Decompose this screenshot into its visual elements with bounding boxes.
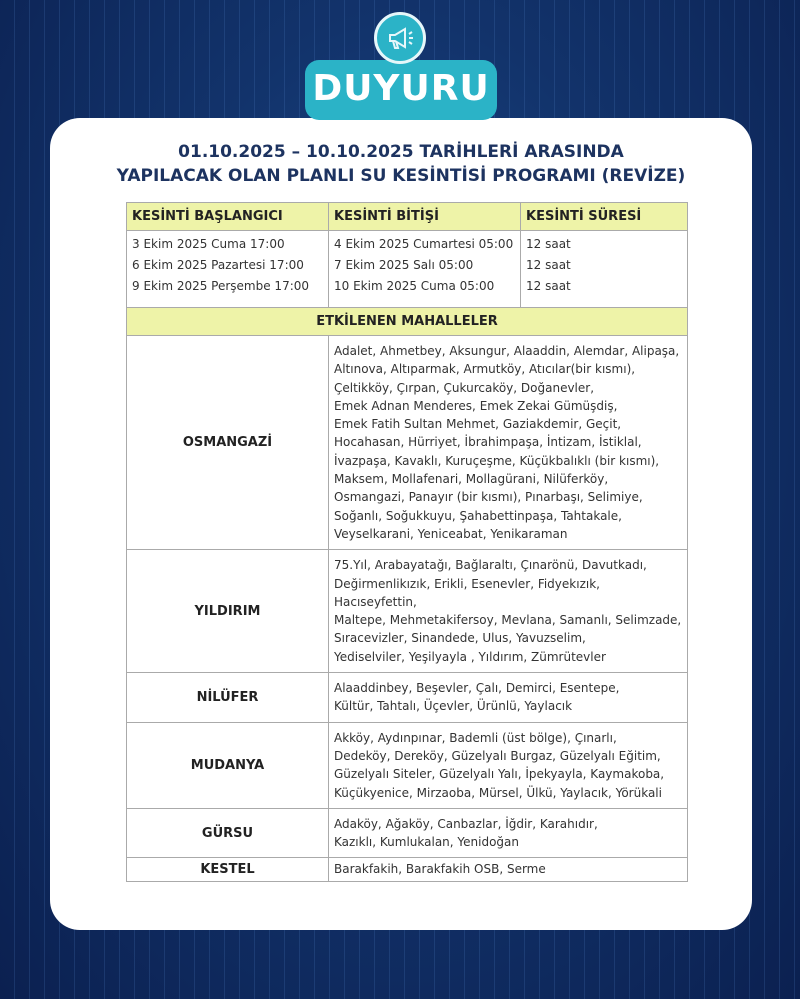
district-row — [127, 858, 688, 881]
neighborhood-line: Barakfakih, Barakfakih OSB, Serme — [334, 862, 546, 877]
district-row — [127, 550, 688, 673]
neighborhood-line: Sıracevizler, Sinandede, Ulus, Yavuzselim, — [334, 631, 586, 646]
district-name: KESTEL — [127, 858, 329, 881]
table-header-row — [127, 203, 688, 231]
end-time: 4 Ekim 2025 Cumartesi 05:00 — [334, 237, 514, 251]
start-cell — [127, 231, 329, 308]
district-name: GÜRSU — [127, 808, 329, 858]
neighborhoods-cell — [329, 550, 688, 673]
end-time: 10 Ekim 2025 Cuma 05:00 — [334, 279, 495, 293]
neighborhood-line: Akköy, Aydınpınar, Bademli (üst bölge), Çınarlı, — [334, 730, 617, 745]
district-name: MUDANYA — [127, 722, 329, 808]
neighborhoods-cell — [329, 336, 688, 550]
neighborhood-line: Hocahasan, Hürriyet, İbrahimpaşa, İntizam, İstiklal, — [334, 435, 642, 450]
duration: 12 saat — [526, 237, 571, 251]
header-start: KESİNTİ BAŞLANGICI — [127, 203, 329, 231]
affected-header-row — [127, 308, 688, 336]
affected-header: ETKİLENEN MAHALLELER — [127, 308, 688, 336]
neighborhood-line: Maksem, Mollafenari, Mollagürani, Nilüferköy, — [334, 472, 609, 487]
neighborhood-line: Değirmenlikızık, Erikli, Esenevler, Fidyekızık, Hacıseyfettin, — [334, 576, 600, 609]
neighborhoods-cell — [329, 858, 688, 881]
neighborhood-line: Küçükyenice, Mirzaoba, Mürsel, Ülkü, Yaylacık, Yörükali — [334, 785, 662, 800]
start-time: 3 Ekim 2025 Cuma 17:00 — [132, 237, 285, 251]
start-time: 9 Ekim 2025 Perşembe 17:00 — [132, 279, 310, 293]
neighborhood-line: Emek Fatih Sultan Mehmet, Gaziakdemir, Geçit, — [334, 417, 622, 432]
neighborhood-line: Güzelyalı Siteler, Güzelyalı Yalı, İpekyayla, Kaymakoba, — [334, 767, 665, 782]
neighborhood-line: Emek Adnan Menderes, Emek Zekai Gümüşdiş, — [334, 398, 618, 413]
neighborhood-line: Kazıklı, Kumlukalan, Yenidoğan — [334, 835, 520, 850]
neighborhood-line: Alaaddinbey, Beşevler, Çalı, Demirci, Esentepe, — [334, 681, 620, 696]
district-row — [127, 722, 688, 808]
neighborhood-line: Soğanlı, Soğukkuyu, Şahabettinpaşa, Tahtakale, — [334, 508, 622, 523]
neighborhoods-cell — [329, 808, 688, 858]
district-name: OSMANGAZİ — [127, 336, 329, 550]
duration-cell — [521, 231, 688, 308]
neighborhoods-cell — [329, 722, 688, 808]
duration: 12 saat — [526, 258, 571, 272]
header-end: KESİNTİ BİTİŞİ — [329, 203, 521, 231]
end-time: 7 Ekim 2025 Salı 05:00 — [334, 258, 474, 272]
neighborhood-line: Adalet, Ahmetbey, Aksungur, Alaaddin, Alemdar, Alipaşa, — [334, 344, 680, 358]
megaphone-icon — [374, 12, 426, 64]
neighborhoods-cell — [329, 673, 688, 723]
neighborhood-line: Osmangazi, Panayır (bir kısmı), Pınarbaşı, Selimiye, — [334, 490, 643, 505]
schedule-row — [127, 231, 688, 308]
start-time: 6 Ekim 2025 Pazartesi 17:00 — [132, 258, 304, 272]
neighborhood-line: Kültür, Tahtalı, Üçevler, Ürünlü, Yaylacık — [334, 699, 573, 714]
neighborhood-line: Yediselviler, Yeşilyayla , Yıldırım, Zümrütevler — [334, 649, 606, 664]
neighborhood-line: İvazpaşa, Kavaklı, Kuruçeşme, Küçükbalıklı (bir kısmı), — [334, 453, 660, 468]
duration: 12 saat — [526, 279, 571, 293]
neighborhood-line: Dedeköy, Dereköy, Güzelyalı Burgaz, Güzelyalı Eğitim, — [334, 748, 661, 763]
header-duration: KESİNTİ SÜRESİ — [521, 203, 688, 231]
title-line-1: 01.10.2025 – 10.10.2025 TARİHLERİ ARASINDA — [178, 142, 624, 162]
neighborhood-line: Veyselkarani, Yeniceabat, Yenikaraman — [334, 526, 568, 541]
title-line-2: YAPILACAK OLAN PLANLI SU KESİNTİSİ PROGRAMI (REVİZE) — [116, 166, 686, 186]
outage-table — [126, 202, 688, 882]
district-row — [127, 808, 688, 858]
page-title — [50, 140, 752, 188]
end-cell — [329, 231, 521, 308]
district-name: YILDIRIM — [127, 550, 329, 673]
neighborhood-line: Çeltikköy, Çırpan, Çukurcaköy, Doğanevler, — [334, 380, 595, 395]
neighborhood-line: 75.Yıl, Arabayatağı, Bağlaraltı, Çınarönü, Davutkadı, — [334, 558, 647, 573]
announcement-badge: DUYURU — [305, 60, 497, 120]
neighborhood-line: Altınova, Altıparmak, Armutköy, Atıcılar(bir kısmı), — [334, 362, 636, 377]
district-row — [127, 673, 688, 723]
district-row — [127, 336, 688, 550]
neighborhood-line: Adaköy, Ağaköy, Canbazlar, İğdir, Karahıdır, — [334, 816, 598, 831]
neighborhood-line: Maltepe, Mehmetakifersoy, Mevlana, Samanlı, Selimzade, — [334, 613, 682, 628]
district-name: NİLÜFER — [127, 673, 329, 723]
